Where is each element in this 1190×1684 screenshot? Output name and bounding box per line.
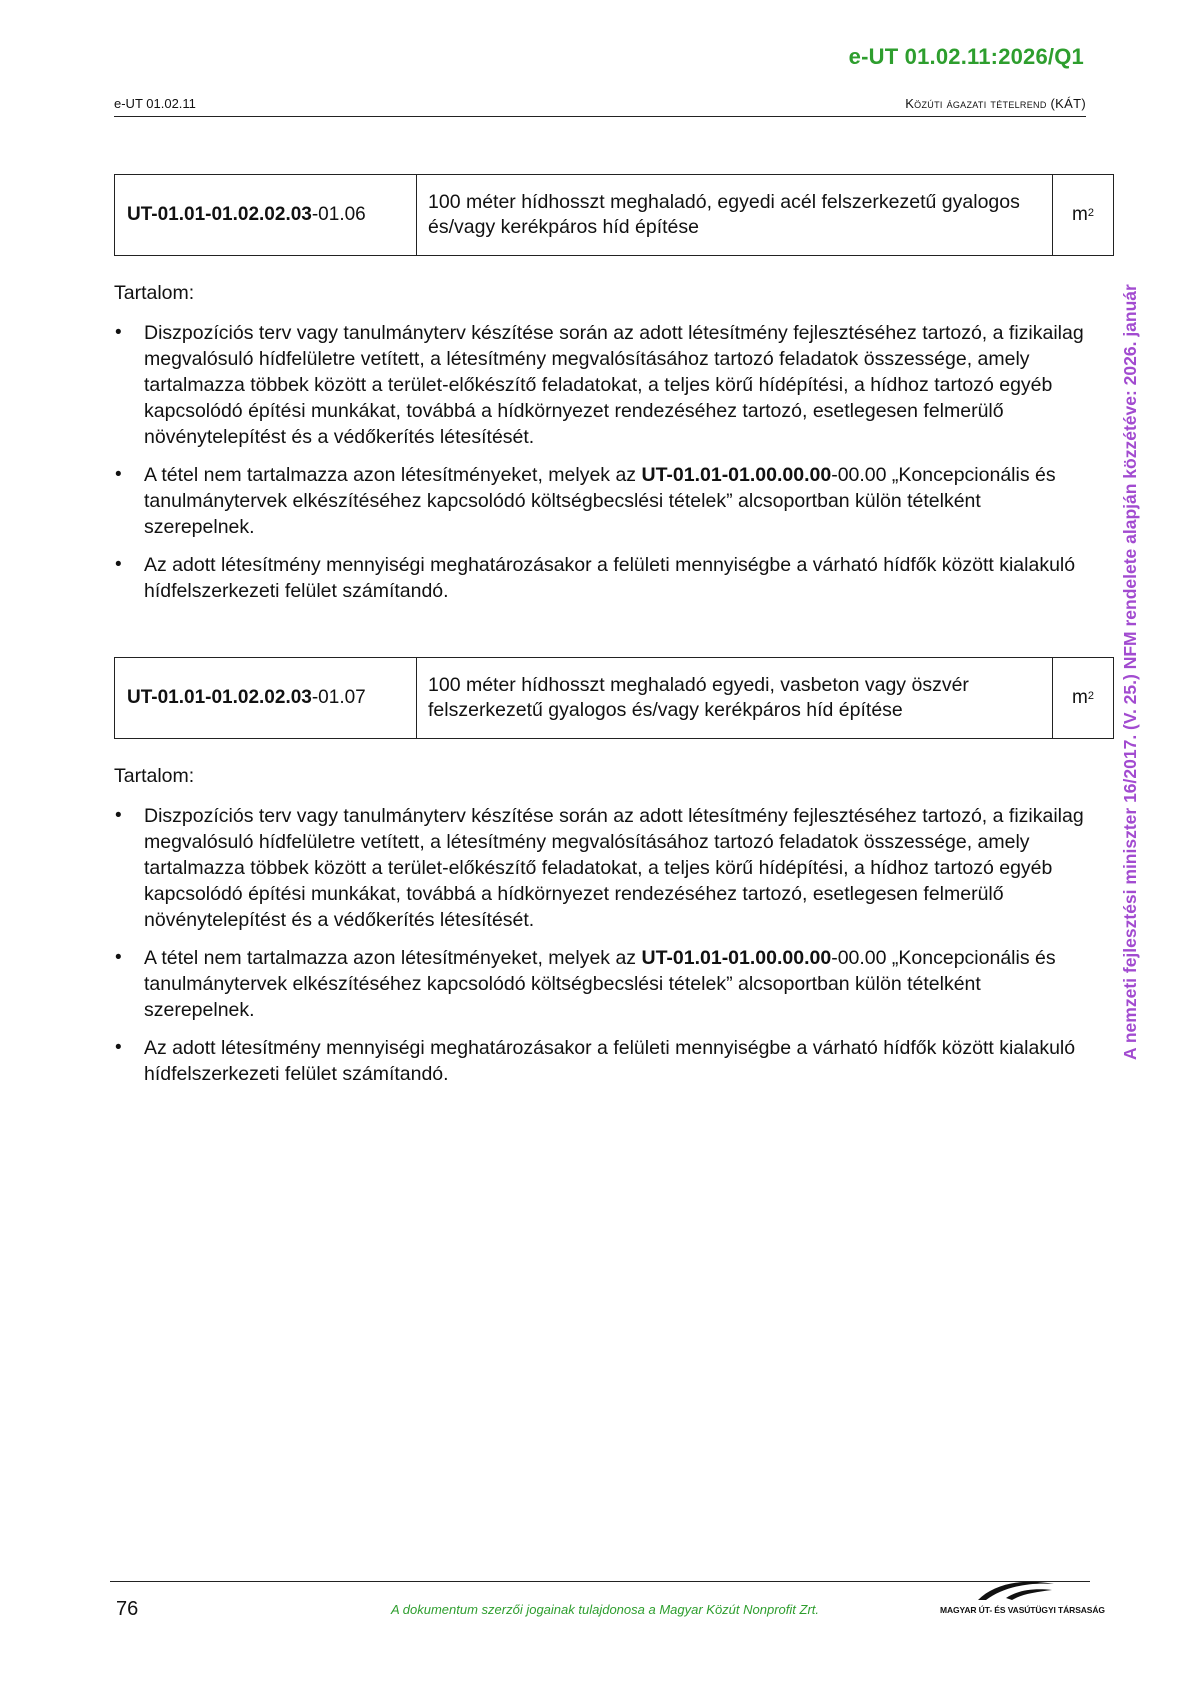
unit-base: m <box>1072 204 1088 225</box>
bullet-text: Diszpozíciós terv vagy tanulmányterv készítése során az adott létesítmény fejlesztéséhez tartozó, a fizikailag megvalósuló hídfelületre vetített, a létesítmény megvalósításához tartozó feladatok összessége, amely tartalmazza többek között a terület-előkészítő feladatokat, a teljes körű hídépítési, a hídhoz tartozó egyéb kapcsolódó építési munkákat, továbbá a hídkörnyezet rendezéséhez tartozó, esetlegesen felmerülő növénytelepítést és a védőkerítés létesítését. <box>144 805 1084 931</box>
bullet-item <box>114 803 1089 933</box>
running-header-left: e-UT 01.02.11 <box>114 96 196 111</box>
item-description: 100 méter hídhosszt meghaladó egyedi, vasbeton vagy öszvér felszerkezetű gyalogos és/vagy kerékpáros híd építése <box>417 658 1053 738</box>
item-table-1 <box>114 174 1114 256</box>
bullet-text: Diszpozíciós terv vagy tanulmányterv készítése során az adott létesítmény fejlesztéséhez tartozó, a fizikailag megvalósuló hídfelületre vetített, a létesítmény megvalósításához tartozó feladatok összessége, amely tartalmazza többek között a terület-előkészítő feladatokat, a teljes körű hídépítési, a hídhoz tartozó egyéb kapcsolódó építési munkákat, továbbá a hídkörnyezet rendezéséhez tartozó, esetlegesen felmerülő növénytelepítést és a védőkerítés létesítését. <box>144 322 1084 448</box>
bullet-text-bold-code: UT-01.01-01.00.00.00 <box>641 947 832 969</box>
organization-logo <box>940 1578 1105 1622</box>
bullet-text: Az adott létesítmény mennyiségi meghatározásakor a felületi mennyiségbe a várható hídfők között kialakuló hídfelszerkezeti felület számítandó. <box>144 554 1076 602</box>
bullet-item <box>114 552 1089 604</box>
running-header-right: Közúti ágazati tételrend (KÁT) <box>905 96 1086 111</box>
bullet-item <box>114 462 1089 540</box>
running-header <box>114 96 1086 117</box>
item-code-bold: UT-01.01-01.02.02.03 <box>127 204 312 225</box>
bullet-text-pre: A tétel nem tartalmazza azon létesítményeket, melyek az <box>144 464 642 486</box>
bullet-dot-icon: • <box>115 947 122 968</box>
item-unit <box>1053 175 1113 255</box>
item-description: 100 méter hídhosszt meghaladó, egyedi acél felszerkezetű gyalogos és/vagy kerékpáros híd építése <box>417 175 1053 255</box>
document-code: e-UT 01.02.11:2026/Q1 <box>848 44 1084 69</box>
content-bullet-list <box>114 803 1089 1099</box>
unit-base: m <box>1072 687 1088 708</box>
bullet-text-post: -00.00 „Koncepcionális és tanulmánytervek elkészítéséhez kapcsolódó költségbecslési tételek” alcsoportban külön tételként szerepelnek. <box>144 464 1056 538</box>
page-number: 76 <box>116 1598 139 1620</box>
item-table-2 <box>114 657 1114 739</box>
bullet-text-pre: A tétel nem tartalmazza azon létesítményeket, melyek az <box>144 947 642 969</box>
bullet-dot-icon: • <box>115 805 122 826</box>
content-label: Tartalom: <box>114 282 195 304</box>
item-code-suffix: -01.06 <box>311 204 366 225</box>
bullet-text-bold-code: UT-01.01-01.00.00.00 <box>641 464 832 486</box>
item-unit <box>1053 658 1113 738</box>
item-code-bold: UT-01.01-01.02.02.03 <box>127 687 312 708</box>
unit-exponent: 2 <box>1087 207 1094 219</box>
item-code-suffix: -01.07 <box>311 687 366 708</box>
bullet-item <box>114 1035 1089 1087</box>
bullet-dot-icon: • <box>115 464 122 485</box>
swoosh-logo-icon <box>976 1578 1056 1602</box>
bullet-text-post: -00.00 „Koncepcionális és tanulmánytervek elkészítéséhez kapcsolódó költségbecslési tételek” alcsoportban külön tételként szerepelnek. <box>144 947 1056 1021</box>
bullet-dot-icon: • <box>115 322 122 343</box>
item-code <box>115 658 417 738</box>
bullet-dot-icon: • <box>115 1037 122 1058</box>
content-bullet-list <box>114 320 1089 616</box>
bullet-text: Az adott létesítmény mennyiségi meghatározásakor a felületi mennyiségbe a várható hídfők között kialakuló hídfelszerkezeti felület számítandó. <box>144 1037 1076 1085</box>
bullet-dot-icon: • <box>115 554 122 575</box>
copyright-notice: A dokumentum szerzői jogainak tulajdonosa a Magyar Közút Nonprofit Zrt. <box>390 1602 819 1617</box>
bullet-item <box>114 945 1089 1023</box>
unit-exponent: 2 <box>1087 690 1094 702</box>
content-label: Tartalom: <box>114 765 195 787</box>
bullet-item <box>114 320 1089 450</box>
organization-name: MAGYAR ÚT- ÉS VASÚTÜGYI TÁRSASÁG <box>940 1605 1105 1615</box>
vertical-publication-note: A nemzeti fejlesztési miniszter 16/2017. (V. 25.) NFM rendelete alapján közzétéve: 2026. január <box>1120 284 1140 1060</box>
item-code <box>115 175 417 255</box>
